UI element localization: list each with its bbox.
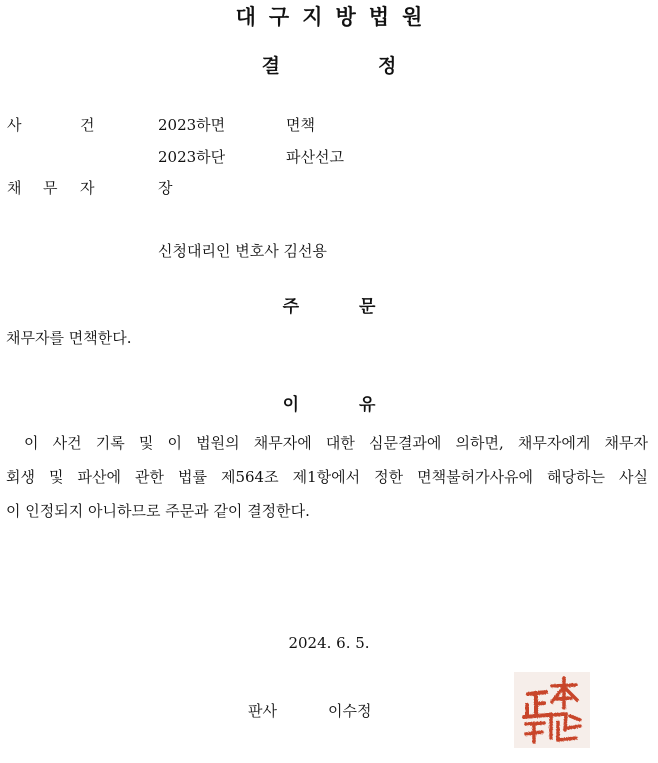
judge-label: 판사 bbox=[248, 702, 277, 720]
reason-line-2: 회생 및 파산에 관한 법률 제564조 제1항에서 정한 면책불허가사유에 해당하는 사실 bbox=[6, 468, 648, 486]
decision-date: 2024. 6. 5. bbox=[288, 634, 370, 652]
court-name: 대구지방법원 bbox=[235, 5, 436, 29]
reason-line-1: 이 사건 기록 및 이 법원의 채무자에 대한 심문결과에 의하면, 채무자에게 채무자 bbox=[24, 434, 648, 452]
judge-seal-stamp bbox=[514, 672, 590, 748]
order-text: 채무자를 면책한다. bbox=[6, 329, 132, 347]
order-heading-char-1: 주 bbox=[282, 297, 299, 317]
document-title-char-1: 결 bbox=[261, 55, 280, 77]
applicant-agent: 신청대리인 변호사 김선용 bbox=[158, 242, 327, 260]
case-type-2: 파산선고 bbox=[286, 148, 344, 166]
debtor-name: 장 bbox=[158, 179, 173, 197]
case-label-char-2: 건 bbox=[80, 116, 95, 134]
order-heading-char-2: 문 bbox=[359, 297, 376, 317]
case-type-1: 면책 bbox=[286, 116, 315, 134]
document-title bbox=[0, 51, 658, 78]
case-number-1: 2023하면 bbox=[158, 116, 226, 134]
reason-paragraph bbox=[6, 426, 648, 528]
reason-heading-char-1: 이 bbox=[282, 395, 299, 415]
reason-heading-char-2: 유 bbox=[359, 395, 376, 415]
reason-heading bbox=[0, 390, 658, 415]
case-number-2: 2023하단 bbox=[158, 148, 226, 166]
debtor-label-char-3: 자 bbox=[80, 179, 95, 197]
document-title-char-2: 정 bbox=[378, 55, 397, 77]
debtor-label-char-1: 채 bbox=[7, 179, 22, 197]
judge-name: 이수정 bbox=[328, 702, 372, 720]
reason-line-3: 이 인정되지 아니하므로 주문과 같이 결정한다. bbox=[6, 502, 310, 520]
debtor-label-char-2: 무 bbox=[43, 179, 58, 197]
case-label-char-1: 사 bbox=[7, 116, 22, 134]
order-heading bbox=[0, 292, 658, 317]
